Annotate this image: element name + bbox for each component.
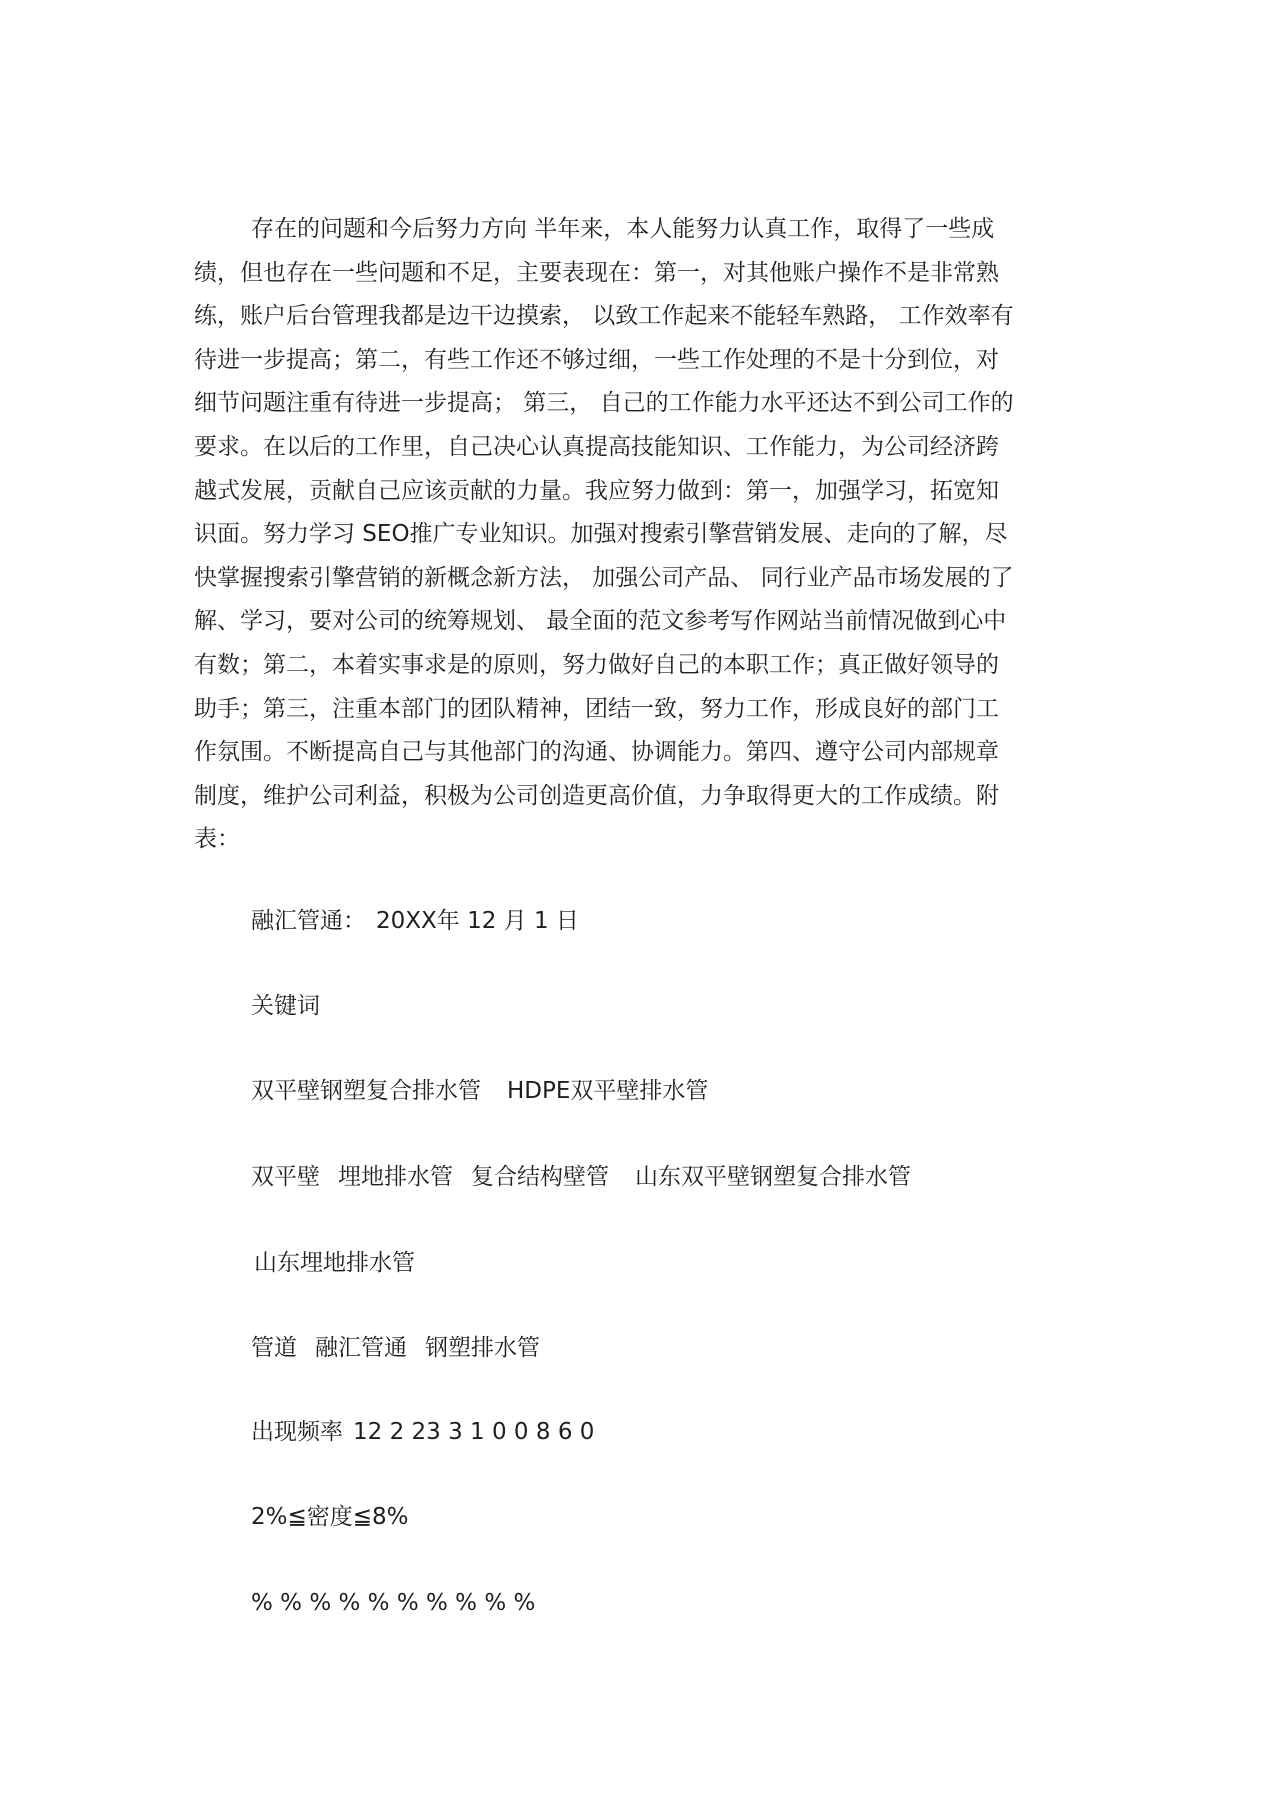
company-label: 融汇管通： [251, 908, 366, 934]
frequency-row [251, 1417, 1151, 1447]
company-date-line [251, 906, 1151, 936]
keyword: 复合结构壁管 [471, 1164, 609, 1190]
paragraph-line: 解、学习，要对公司的统筹规划、 最全面的范文参考写作网站当前情况做到心中 [194, 608, 1007, 635]
density-row: 2%≦密度≦8% [251, 1504, 409, 1530]
frequency-values: 12 2 23 3 1 0 0 8 6 0 [353, 1419, 595, 1445]
paragraph-line: 越式发展，贡献自己应该贡献的力量。我应努力做到：第一，加强学习，拓宽知 [194, 477, 999, 504]
paragraph-line: 助手；第三，注重本部门的团队精神，团结一致，努力工作，形成良好的部门工 [194, 695, 999, 722]
keyword: 管道 [251, 1335, 297, 1361]
keywords-row [251, 1162, 1151, 1192]
paragraph-line: 要求。在以后的工作里，自己决心认真提高技能知识、工作能力，为公司经济跨 [194, 433, 999, 460]
paragraph-line: 存在的问题和今后努力方向 半年来，本人能努力认真工作，取得了一些成 [251, 216, 995, 242]
paragraph-line: 绩，但也存在一些问题和不足，主要表现在：第一，对其他账户操作不是非常熟 [194, 259, 999, 286]
paragraph-line: 识面。努力学习 SEO推广专业知识。加强对搜索引擎营销发展、走向的了解，尽 [194, 521, 1008, 548]
paragraph-line: 表： [194, 826, 240, 853]
keywords-row [254, 1248, 1154, 1278]
keyword: 双平壁 [251, 1164, 320, 1190]
keyword: 山东埋地排水管 [254, 1250, 415, 1276]
keyword: 埋地排水管 [338, 1164, 453, 1190]
paragraph-line: 待进一步提高；第二，有些工作还不够过细，一些工作处理的不是十分到位，对 [194, 346, 999, 373]
frequency-label: 出现频率 [251, 1419, 343, 1445]
keyword: 融汇管通 [315, 1335, 407, 1361]
keyword: 山东双平壁钢塑复合排水管 [635, 1164, 911, 1190]
keywords-header: 关键词 [251, 993, 320, 1019]
summary-paragraph [194, 208, 1094, 862]
paragraph-line: 细节问题注重有待进一步提高； 第三， 自己的工作能力水平还达不到公司工作的 [194, 390, 1014, 417]
paragraph-line: 快掌握搜索引擎营销的新概念新方法， 加强公司产品、 同行业产品市场发展的了 [194, 564, 1014, 591]
keywords-row [251, 1333, 1151, 1363]
keyword: HDPE双平壁排水管 [507, 1078, 709, 1104]
document-date: 20XX年 12 月 1 日 [376, 908, 579, 934]
keywords-row [251, 1076, 1151, 1106]
paragraph-line: 作氛围。不断提高自己与其他部门的沟通、协调能力。第四、遵守公司内部规章 [194, 739, 999, 766]
keyword: 双平壁钢塑复合排水管 [251, 1078, 481, 1104]
keyword: 钢塑排水管 [425, 1335, 540, 1361]
percent-row: % % % % % % % % % % [251, 1590, 536, 1616]
paragraph-line: 制度，维护公司利益，积极为公司创造更高价值，力争取得更大的工作成绩。附 [194, 782, 999, 809]
paragraph-line: 练，账户后台管理我都是边干边摸索， 以致工作起来不能轻车熟路， 工作效率有 [194, 303, 1014, 330]
paragraph-line: 有数；第二，本着实事求是的原则，努力做好自己的本职工作；真正做好领导的 [194, 651, 999, 678]
